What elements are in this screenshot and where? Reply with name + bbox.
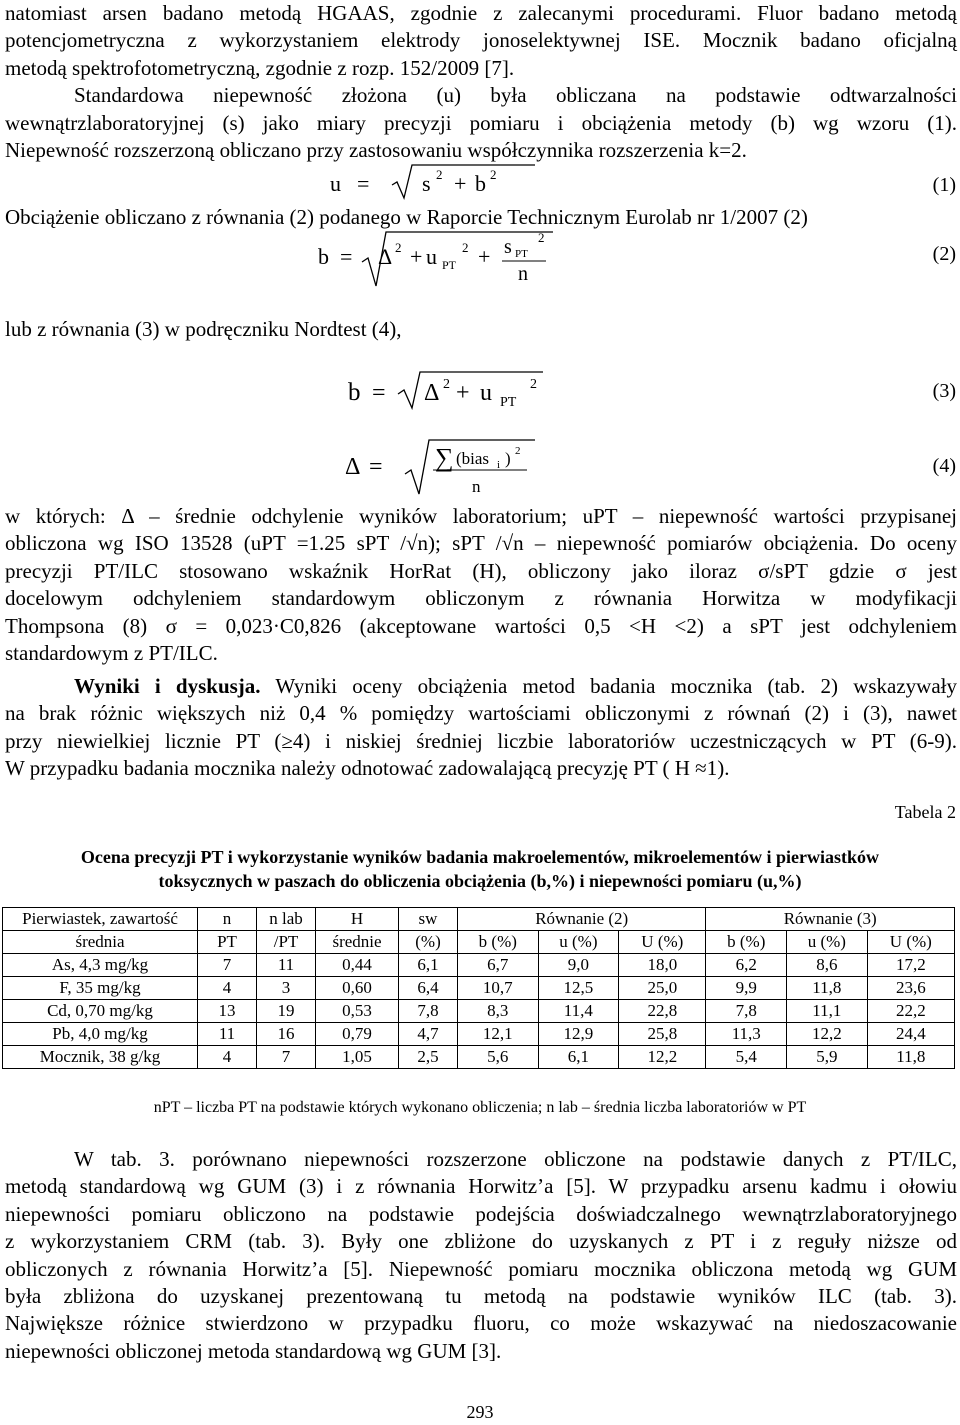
text-line — [5, 673, 957, 700]
text-line: metodą spektrofotometryczną, zgodnie z rozp. 152/2009 [7]. — [5, 55, 515, 80]
table-cell: 4,7 — [399, 1023, 458, 1046]
header-cell: /PT — [257, 931, 316, 954]
paragraph-definitions — [5, 503, 957, 667]
text-line: z wykorzystaniem CRM (tab. 3). Były one zbliżone do uzyskanych z PT i z reguły niższe od — [5, 1229, 957, 1254]
table-cell: 1,05 — [316, 1046, 399, 1069]
equation-1 — [330, 163, 560, 203]
table-cell: F, 35 mg/kg — [3, 977, 198, 1000]
page-number: 293 — [466, 1402, 494, 1422]
table-cell: 24,4 — [867, 1023, 954, 1046]
eq4-exp: 2 — [515, 445, 521, 457]
table-cell: 16 — [257, 1023, 316, 1046]
table-cell: 8,3 — [458, 1000, 539, 1023]
text-fragment: Wyniki oceny obciążenia metod badania mocznika (tab. 2) wskazywały — [260, 674, 957, 698]
text-line: obliczona wg ISO 13528 (uPT =1.25 sPT /√n); sPT /√n – niepewność pomiarów obciążenia. Do oceny — [5, 531, 957, 556]
table-cell: 4 — [198, 977, 257, 1000]
table-cell: As, 4,3 mg/kg — [3, 954, 198, 977]
text-line: potencjometryczna z wykorzystaniem elektrody jonoselektywnej ISE. Mocznik badano oficjalną — [5, 28, 957, 53]
table-cell: Mocznik, 38 g/kg — [3, 1046, 198, 1069]
table-cell: 9,9 — [706, 977, 787, 1000]
header-cell: PT — [198, 931, 257, 954]
table-cell: 6,4 — [399, 977, 458, 1000]
eq4-n: n — [472, 477, 481, 496]
table-cell: Cd, 0,70 mg/kg — [3, 1000, 198, 1023]
eq3-plus: + — [456, 380, 470, 406]
text-line: przy niewielkiej licznie PT (≥4) i niskiej średniej liczbie laboratoriów uczestniczących w PT (6-9). — [5, 728, 957, 753]
eq3-exp2: 2 — [530, 377, 537, 392]
text-line: Niepewność rozszerzoną obliczano przy zastosowaniu współczynnika rozszerzenia k=2. — [5, 138, 747, 163]
header-cell: u (%) — [787, 931, 868, 954]
table-cell: 12,9 — [538, 1023, 619, 1046]
table-cell: 6,1 — [538, 1046, 619, 1069]
text-line: wewnątrzlaboratoryjnej (s) jako miary precyzji pomiaru i obciążenia metody (b) wg wzoru (1). — [5, 110, 957, 135]
text-line: standardowym z PT/ILC. — [5, 641, 218, 666]
table-row — [3, 1046, 955, 1069]
header-cell: n — [198, 908, 257, 931]
equation-number-3: (3) — [932, 380, 956, 402]
table-cell: 2,5 — [399, 1046, 458, 1069]
equation-number-2: (2) — [932, 243, 956, 265]
text-line: precyzji PT/ILC stosowano wskaźnik HorRat (H), obliczony jako iloraz σ/sPT gdzie σ jest — [5, 558, 957, 583]
table-cell: 12,5 — [538, 977, 619, 1000]
table-caption — [0, 845, 960, 893]
table-cell: 12,2 — [787, 1023, 868, 1046]
section-heading: Wyniki i dyskusja. — [74, 674, 261, 698]
header-cell: Pierwiastek, zawartość — [3, 908, 198, 931]
text-line: docelowym odchyleniem standardowym obliczonym z równania Horwitza w modyfikacji — [5, 586, 957, 611]
equation-3 — [348, 368, 548, 414]
eq2-plus1: + — [410, 244, 423, 269]
table-cell: 12,1 — [458, 1023, 539, 1046]
table-cell: 11,8 — [867, 1046, 954, 1069]
table-cell: Pb, 4,0 mg/kg — [3, 1023, 198, 1046]
eq2-eq: = — [340, 244, 353, 269]
header-cell: n lab — [257, 908, 316, 931]
equation-number-1: (1) — [932, 174, 956, 196]
eq2-plus2: + — [478, 244, 491, 269]
text-line: obliczonych z równania Horwitz’a [5]. Niepewność pomiaru mocznika obliczona metodą wg GUM — [5, 1256, 957, 1281]
eq2-u: u — [426, 244, 437, 269]
table-cell: 5,4 — [706, 1046, 787, 1069]
eq1-exp1: 2 — [436, 167, 443, 182]
text-line: Standardowa niepewność złożona (u) była obliczana na podstawie odtwarzalności — [74, 83, 957, 108]
table-header-row — [3, 908, 955, 931]
table-label: Tabela 2 — [894, 802, 956, 822]
table-row — [3, 954, 955, 977]
header-group-eq3: Równanie (3) — [706, 908, 955, 931]
eq4-close: ) — [505, 449, 511, 468]
text-line: niepewności obliczonej metoda standardową wg GUM [3]. — [5, 1338, 502, 1363]
text-line: Największe różnice stwierdzono w przypadku fluoru, co może wskazywać na niedoszacowanie — [5, 1311, 957, 1336]
header-cell: b (%) — [458, 931, 539, 954]
equation-2 — [318, 228, 558, 298]
eq2-pt1: PT — [442, 258, 457, 272]
eq2-exp1: 2 — [395, 240, 402, 255]
eq2-exp3: 2 — [538, 230, 545, 245]
header-cell: H — [316, 908, 399, 931]
table-cell: 5,6 — [458, 1046, 539, 1069]
table-cell: 0,44 — [316, 954, 399, 977]
table-row — [3, 1023, 955, 1046]
eq2-s: s — [504, 236, 512, 258]
header-group-eq2: Równanie (2) — [458, 908, 706, 931]
table-cell: 6,7 — [458, 954, 539, 977]
table-row — [3, 977, 955, 1000]
table-cell: 25,8 — [619, 1023, 706, 1046]
table-cell: 11,8 — [787, 977, 868, 1000]
eq2-lhs: b — [318, 244, 329, 269]
table-cell: 3 — [257, 977, 316, 1000]
eq3-u: u — [480, 380, 492, 406]
table-cell: 10,7 — [458, 977, 539, 1000]
eq1-exp2: 2 — [490, 167, 497, 182]
table-cell: 11,4 — [538, 1000, 619, 1023]
eq4-bias: (bias — [456, 449, 490, 468]
table-cell: 8,6 — [787, 954, 868, 977]
table-cell: 22,8 — [619, 1000, 706, 1023]
text-line: natomiast arsen badano metodą HGAAS, zgodnie z zalecanymi procedurami. Fluor badano metodą — [5, 1, 957, 25]
table-cell: 4 — [198, 1046, 257, 1069]
table-cell: 7,8 — [706, 1000, 787, 1023]
eq3-eq: = — [372, 380, 386, 406]
header-cell: średnie — [316, 931, 399, 954]
paragraph-results — [5, 673, 957, 783]
eq1-lhs: u — [330, 171, 341, 196]
text-line: na brak różnic większych niż 0,4 % pomiędzy wartościami obliczonymi z równań (2) i (3), nawet — [5, 701, 957, 726]
caption-line: toksycznych w paszach do obliczenia obciążenia (b,%) i niepewności pomiaru (u,%) — [158, 871, 802, 891]
equation-4 — [345, 436, 545, 498]
header-cell: średnia — [3, 931, 198, 954]
table-cell: 11,1 — [787, 1000, 868, 1023]
eq3-pt: PT — [500, 395, 517, 410]
table-cell: 7,8 — [399, 1000, 458, 1023]
header-cell: (%) — [399, 931, 458, 954]
table-footnote: nPT – liczba PT na podstawie których wykonano obliczenia; n lab – średnia liczba laboratoriów w PT — [153, 1099, 807, 1116]
table-cell: 7 — [198, 954, 257, 977]
eq3-delta: Δ — [424, 380, 440, 406]
eq1-plus: + — [454, 171, 467, 196]
text-line: W przypadku badania mocznika należy odnotować zadowalającą precyzję PT ( H ≈1). — [5, 756, 730, 781]
header-cell: u (%) — [538, 931, 619, 954]
text-line: Obciążenie obliczano z równania (2) podanego w Raporcie Technicznym Eurolab nr 1/2007 (2) — [5, 205, 808, 229]
text-line: w których: Δ – średnie odchylenie wyników laboratorium; uPT – niepewność wartości przypisanej — [5, 504, 957, 528]
header-cell: U (%) — [867, 931, 954, 954]
table-cell: 17,2 — [867, 954, 954, 977]
eq1-eq: = — [357, 171, 370, 196]
text-nordtest — [5, 316, 957, 343]
eq2-n: n — [518, 263, 528, 285]
eq1-s: s — [422, 171, 431, 196]
eq4-eq: = — [369, 454, 383, 480]
table-cell: 11 — [198, 1023, 257, 1046]
table-cell: 7 — [257, 1046, 316, 1069]
text-line: lub z równania (3) w podręczniku Nordtest (4), — [5, 317, 402, 341]
table-cell: 9,0 — [538, 954, 619, 977]
table-header-row — [3, 931, 955, 954]
table-cell: 25,0 — [619, 977, 706, 1000]
table-row — [3, 1000, 955, 1023]
caption-line: Ocena precyzji PT i wykorzystanie wyników badania makroelementów, mikroelementów i pierwiastków — [80, 847, 880, 867]
table-cell: 6,2 — [706, 954, 787, 977]
table-cell: 11,3 — [706, 1023, 787, 1046]
text-line: metodą standardową wg GUM (3) i z równania Horwitz’a [5]. W przypadku arsenu kadmu i ołowiu — [5, 1174, 957, 1199]
eq3-exp1: 2 — [443, 377, 450, 392]
table-cell: 11 — [257, 954, 316, 977]
header-cell: b (%) — [706, 931, 787, 954]
equation-number-4: (4) — [932, 455, 956, 477]
text-line: Thompsona (8) σ = 0,023·C0,826 (akceptowane wartości 0,5 <H <2) a sPT jest odchyleniem — [5, 613, 957, 638]
table-cell: 5,9 — [787, 1046, 868, 1069]
table-cell: 18,0 — [619, 954, 706, 977]
eq3-lhs: b — [348, 379, 361, 406]
eq2-delta: Δ — [378, 244, 393, 269]
eq1-b: b — [475, 171, 486, 196]
eq2-exp2: 2 — [462, 240, 469, 255]
table-cell: 0,79 — [316, 1023, 399, 1046]
table-cell: 6,1 — [399, 954, 458, 977]
table-cell: 22,2 — [867, 1000, 954, 1023]
table-cell: 19 — [257, 1000, 316, 1023]
eq4-i: i — [497, 459, 501, 471]
paragraph-methods — [5, 0, 957, 164]
header-cell: sw — [399, 908, 458, 931]
text-line: była zbliżona do uzyskanej prezentowaną tu metodą na podstawie wyników ILC (tab. 3). — [5, 1284, 957, 1309]
results-table — [2, 907, 955, 1069]
paragraph-comparison — [5, 1146, 957, 1365]
table-cell: 23,6 — [867, 977, 954, 1000]
table-cell: 13 — [198, 1000, 257, 1023]
table-cell: 0,60 — [316, 977, 399, 1000]
eq4-sum: ∑ — [435, 443, 454, 472]
text-line: W tab. 3. porównano niepewności rozszerzone obliczone na podstawie danych z PT/ILC, — [74, 1147, 957, 1171]
eq2-pt2: PT — [515, 248, 528, 260]
text-line: niepewności pomiaru obliczono na podstawie podejścia doświadczalnego wewnątrzlaboratoryjnego — [5, 1201, 957, 1226]
table-cell: 12,2 — [619, 1046, 706, 1069]
header-cell: U (%) — [619, 931, 706, 954]
eq4-lhs: Δ — [345, 454, 361, 480]
table-cell: 0,53 — [316, 1000, 399, 1023]
